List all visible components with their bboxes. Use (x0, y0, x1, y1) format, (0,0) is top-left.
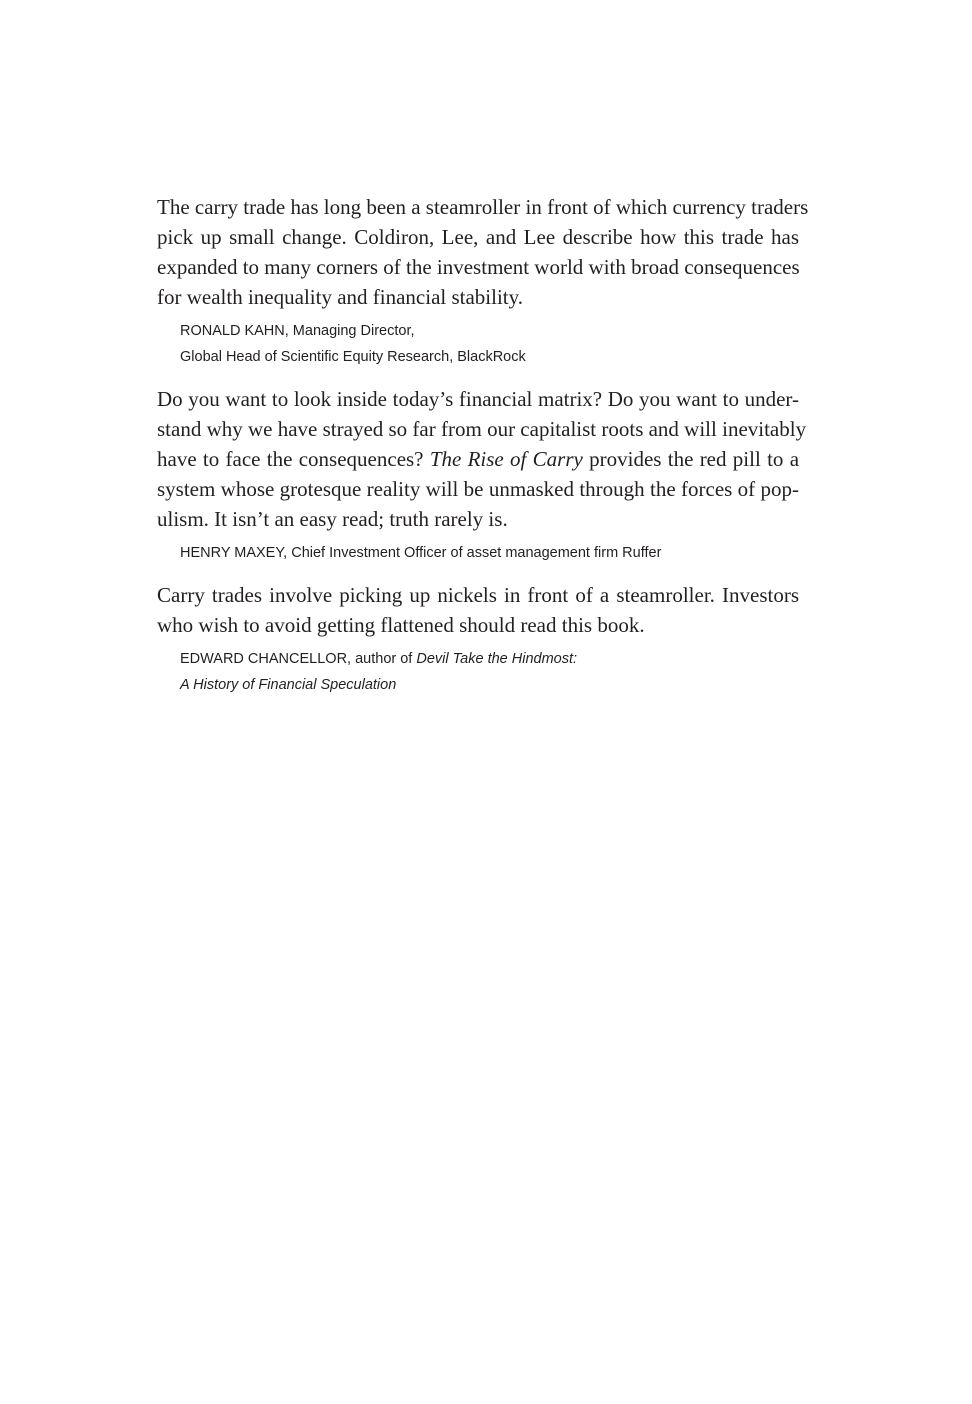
quote-line: Carry trades involve picking up nickels in front of a steamroller. Investors (157, 583, 799, 607)
quote-text (157, 580, 799, 640)
praise-page (157, 192, 809, 698)
quote-line (157, 444, 799, 474)
attribution-line (180, 646, 799, 672)
quote-line: pick up small change. Coldiron, Lee, and Lee describe how this trade has (157, 225, 799, 249)
quote-text (157, 384, 807, 534)
book-title: The Rise of Carry (429, 447, 583, 471)
attribution-name: HENRY MAXEY (180, 545, 284, 561)
quote-fragment: provides the red pill to a (589, 447, 800, 471)
book-title: Devil Take the Hindmost: (416, 651, 578, 667)
quote-line: system whose grotesque reality will be unmasked through the forces of pop- (157, 477, 799, 501)
book-subtitle: A History of Financial Speculation (180, 677, 397, 693)
attribution (180, 318, 799, 370)
blurb-maxey (157, 384, 807, 566)
attribution-name: EDWARD CHANCELLOR (180, 651, 348, 667)
attribution-line (180, 672, 799, 698)
quote-line: Do you want to look inside today’s financial matrix? Do you want to under- (157, 387, 799, 411)
quote-line: for wealth inequality and financial stability. (157, 285, 524, 309)
quote-line: stand why we have strayed so far from our capitalist roots and will inevitably (157, 417, 807, 441)
quote-line: expanded to many corners of the investment world with broad consequences (157, 255, 800, 279)
quote-line: who wish to avoid getting flattened should read this book. (157, 613, 645, 637)
attribution-line (180, 540, 799, 566)
quote-line: ulism. It isn’t an easy read; truth rarely is. (157, 507, 508, 531)
quote-text (157, 192, 809, 312)
attribution-name: RONALD KAHN (180, 323, 285, 339)
attribution (180, 540, 799, 566)
blurb-kahn (157, 192, 809, 370)
attribution-role: , author of (347, 651, 417, 667)
quote-fragment: have to face the consequences? (157, 447, 424, 471)
attribution-line (180, 318, 799, 344)
blurb-chancellor (157, 580, 799, 698)
attribution-role: , Managing Director, (284, 323, 415, 339)
attribution-role: , Chief Investment Officer of asset management firm Ruffer (283, 545, 662, 561)
attribution-line: Global Head of Scientific Equity Research, BlackRock (180, 349, 526, 365)
quote-line: The carry trade has long been a steamroller in front of which currency traders (157, 195, 809, 219)
attribution (180, 646, 799, 698)
